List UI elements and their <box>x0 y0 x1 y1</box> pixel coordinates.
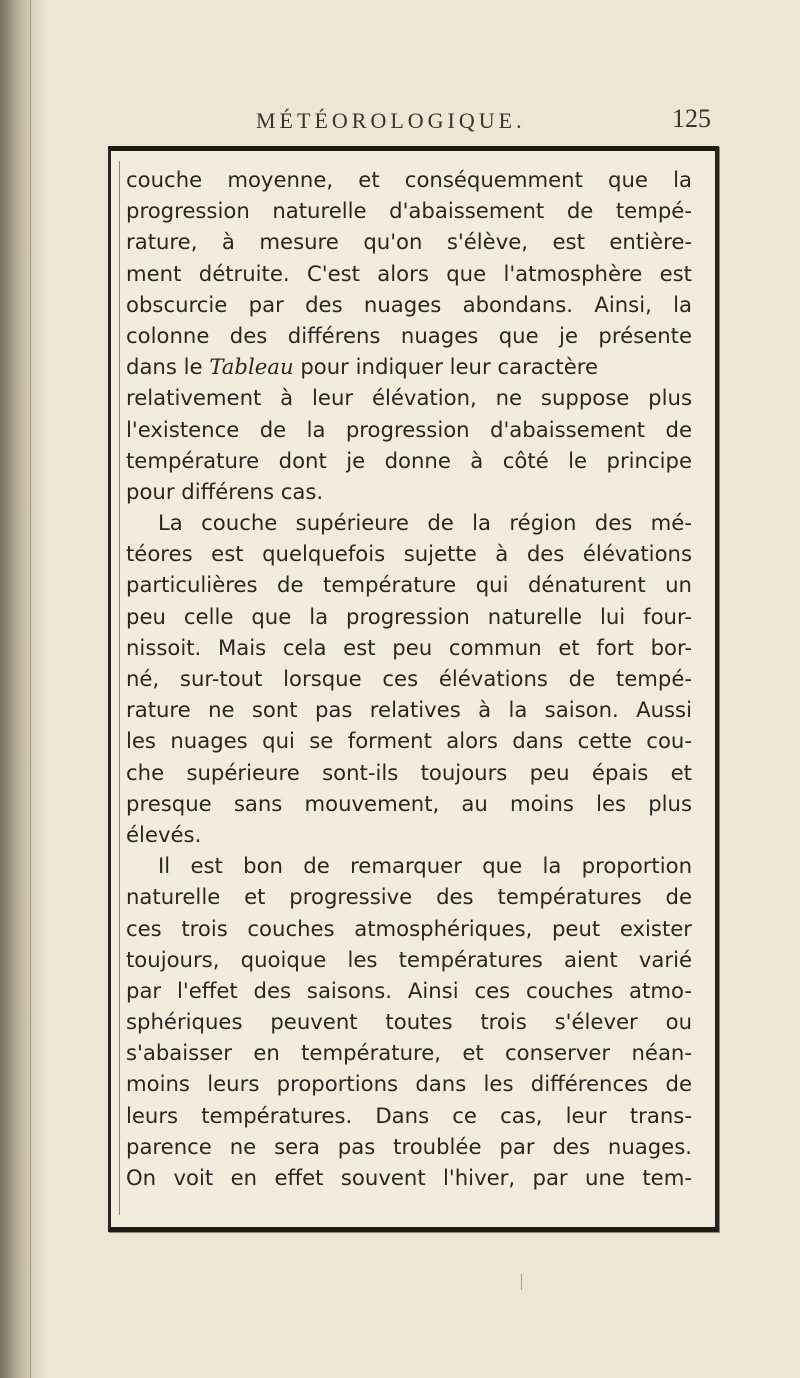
text-line: téores est quelquefois sujette à des élévations <box>126 541 692 567</box>
body-text <box>126 164 692 1214</box>
text-line: sphériques peuvent toutes trois s'élever ou <box>126 1009 692 1035</box>
text-line: colonne des différens nuages que je présente <box>126 322 692 348</box>
text-fragment: pour indiquer leur caractère <box>300 354 599 380</box>
text-line: couche moyenne, et conséquemment que la <box>126 167 692 192</box>
text-line: pour différens cas. <box>126 478 324 504</box>
slip-inner-rule <box>119 161 120 1215</box>
text-line: leurs températures. Dans ce cas, leur trans- <box>126 1102 692 1128</box>
gutter-fold-line <box>30 0 31 1378</box>
text-line: relativement à leur élévation, ne suppose plus <box>126 385 692 411</box>
text-line: ment détruite. C'est alors que l'atmosphère est <box>126 260 692 286</box>
text-line: nissoit. Mais cela est peu commun et fort bor- <box>126 634 692 660</box>
text-line: presque sans mouvement, au moins les plus <box>126 790 692 816</box>
page-blemish <box>521 1274 522 1290</box>
text-line: parence ne sera pas troublée par des nuages. <box>126 1133 692 1159</box>
page-number: 125 <box>672 104 711 133</box>
text-line: naturelle et progressive des températures de <box>126 884 692 910</box>
text-line: La couche supérieure de la région des mé- <box>158 510 692 536</box>
text-line-with-title <box>126 351 692 382</box>
text-line: peu celle que la progression naturelle lui four- <box>126 603 692 629</box>
running-head: MÉTÉOROLOGIQUE. <box>256 108 526 133</box>
tableau-reference: Tableau <box>209 354 294 380</box>
text-line: température dont je donne à côté le principe <box>126 447 692 473</box>
text-fragment: dans le <box>126 354 203 380</box>
text-line: obscurcie par des nuages abondans. Ainsi, la <box>126 291 692 317</box>
text-line: On voit en effet souvent l'hiver, par une tem- <box>126 1165 692 1190</box>
text-line: moins leurs proportions dans les différences de <box>126 1071 692 1097</box>
text-line: né, sur-tout lorsque ces élévations de tempé- <box>126 666 692 691</box>
text-line: par l'effet des saisons. Ainsi ces couches atmo- <box>126 977 692 1003</box>
text-line: Il est bon de remarquer que la proportion <box>158 853 692 879</box>
text-line: che supérieure sont-ils toujours peu épais et <box>126 759 692 785</box>
text-line: rature ne sont pas relatives à la saison. Aussi <box>126 697 692 723</box>
book-gutter-shadow <box>0 0 48 1378</box>
text-line: toujours, quoique les températures aient varié <box>126 946 692 972</box>
text-line: s'abaisser en température, et conserver néan- <box>126 1040 692 1066</box>
text-line: les nuages qui se forment alors dans cette cou- <box>126 728 692 754</box>
text-line: rature, à mesure qu'on s'élève, est entière- <box>126 229 692 255</box>
text-line: l'existence de la progression d'abaissement de <box>126 416 692 442</box>
text-line: élevés. <box>126 821 202 847</box>
text-line: ces trois couches atmosphériques, peut exister <box>126 915 692 941</box>
text-line: progression naturelle d'abaissement de tempé- <box>126 198 692 224</box>
text-line: particulières de température qui dénaturent un <box>126 572 692 598</box>
